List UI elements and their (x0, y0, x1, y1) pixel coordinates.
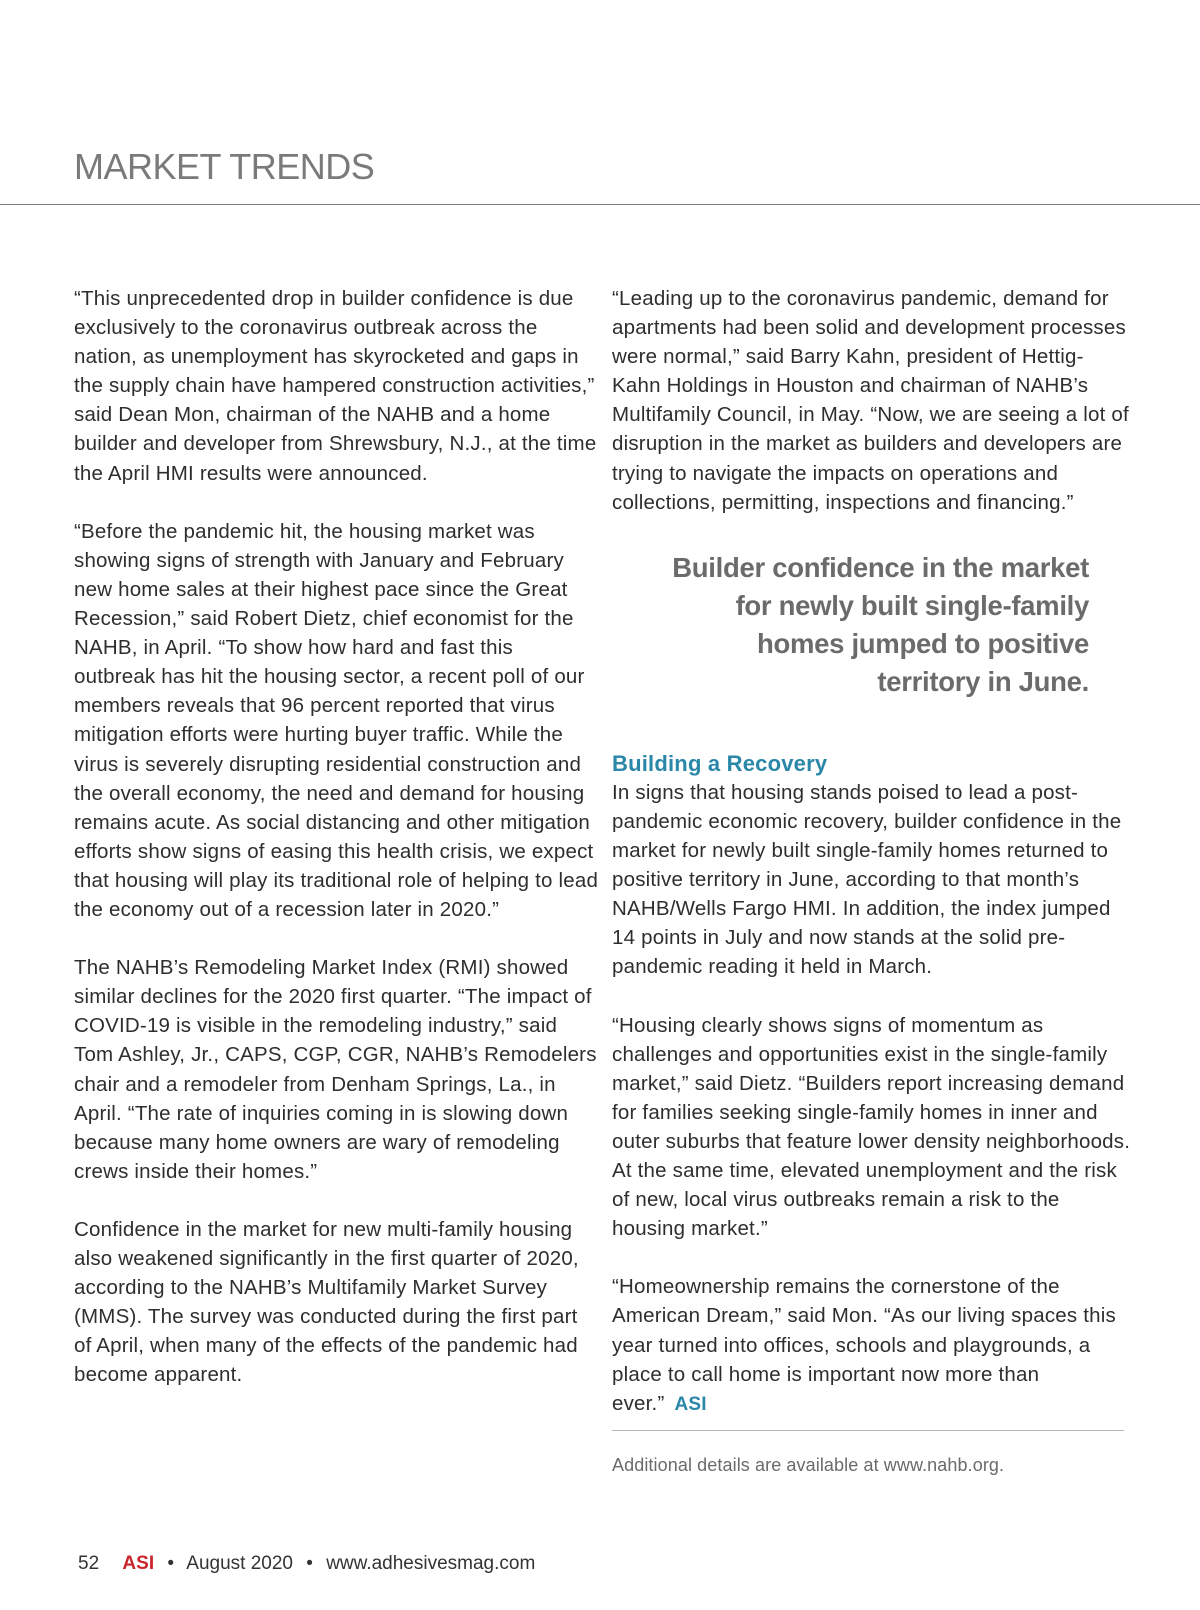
body-paragraph: “This unprecedented drop in builder confidence is due exclusively to the coronavirus outbreak across the nation, as unemployment has skyrocketed and gaps in the supply chain have hampered construction activities,” said Dean Mon, chairman of the NAHB and a home builder and developer from Shrewsbury, N.J., at the time the April HMI results were announced. (74, 287, 597, 485)
left-column (74, 284, 600, 1419)
end-signature: ASI (674, 1393, 707, 1415)
separator-dot: • (306, 1553, 313, 1574)
page-number: 52 (78, 1553, 100, 1574)
website-url: www.adhesivesmag.com (326, 1553, 536, 1574)
right-column (612, 284, 1132, 1480)
section-title: MARKET TRENDS (74, 146, 375, 187)
body-paragraph: In signs that housing stands poised to lead a post-pandemic economic recovery, builder confidence in the market for newly built single-family homes returned to positive territory in June, according to that month’s NAHB/Wells Fargo HMI. In addition, the index jumped 14 points in July and now stands at the solid pre-pandemic reading it held in March. (612, 780, 1122, 979)
body-paragraph: The NAHB’s Remodeling Market Index (RMI) showed similar declines for the 2020 first quarter. “The impact of COVID-19 is visible in the remodeling industry,” said Tom Ashley, Jr., CAPS, CGP, CGR, NAHB’s Remodelers chair and a remodeler from Denham Springs, La., in April. “The rate of inquiries coming in is slowing down because many home owners are wary of remodeling crews inside their homes.” (74, 956, 597, 1183)
section-subhead: Building a Recovery (612, 750, 828, 776)
closing-text: “Homeownership remains the cornerstone of the American Dream,” said Mon. “As our living spaces this year turned into offices, schools and playgrounds, a place to call home is important now more than ever.” (612, 1275, 1116, 1415)
footnote-divider (612, 1430, 1124, 1431)
issue-date: August 2020 (186, 1553, 293, 1574)
header-divider (0, 204, 1200, 205)
page-footer (78, 1553, 535, 1575)
pull-quote: Builder confidence in the market for newly built single-family homes jumped to positive territory in June. (672, 551, 1089, 697)
body-paragraph: “Before the pandemic hit, the housing market was showing signs of strength with January and February new home sales at their highest pace since the Great Recession,” said Robert Dietz, chief economist for the NAHB, in April. “To show how hard and fast this outbreak has hit the housing sector, a recent poll of our members reveals that 96 percent reported that virus mitigation efforts were hurting buyer traffic. While the virus is severely disrupting residential construction and the overall economy, the need and demand for housing remains acute. As social distancing and other mitigation efforts show signs of easing this health crisis, we expect that housing will play its traditional role of helping to lead the economy out of a recession later in 2020.” (74, 519, 599, 921)
body-paragraph: Confidence in the market for new multi-family housing also weakened significantly in the first quarter of 2020, according to the NAHB’s Multifamily Market Survey (MMS). The survey was conducted during the first part of April, when many of the effects of the pandemic had become apparent. (74, 1218, 579, 1387)
closing-paragraph (612, 1272, 1132, 1418)
brand-name: ASI (122, 1553, 155, 1574)
footnote: Additional details are available at www.nahb.org. (612, 1454, 1005, 1475)
body-paragraph: “Leading up to the coronavirus pandemic, demand for apartments had been solid and development processes were normal,” said Barry Kahn, president of Hettig-Kahn Holdings in Houston and chairman of NAHB’s Multifamily Council, in May. “Now, we are seeing a lot of disruption in the market as builders and developers are trying to navigate the impacts on operations and collections, permitting, inspections and financing.” (612, 287, 1129, 514)
separator-dot: • (167, 1553, 175, 1574)
body-paragraph: “Housing clearly shows signs of momentum as challenges and opportunities exist in the single-family market,” said Dietz. “Builders report increasing demand for families seeking single-family homes in inner and outer suburbs that feature lower density neighborhoods. At the same time, elevated unemployment and the risk of new, local virus outbreaks remain a risk to the housing market.” (612, 1013, 1131, 1241)
